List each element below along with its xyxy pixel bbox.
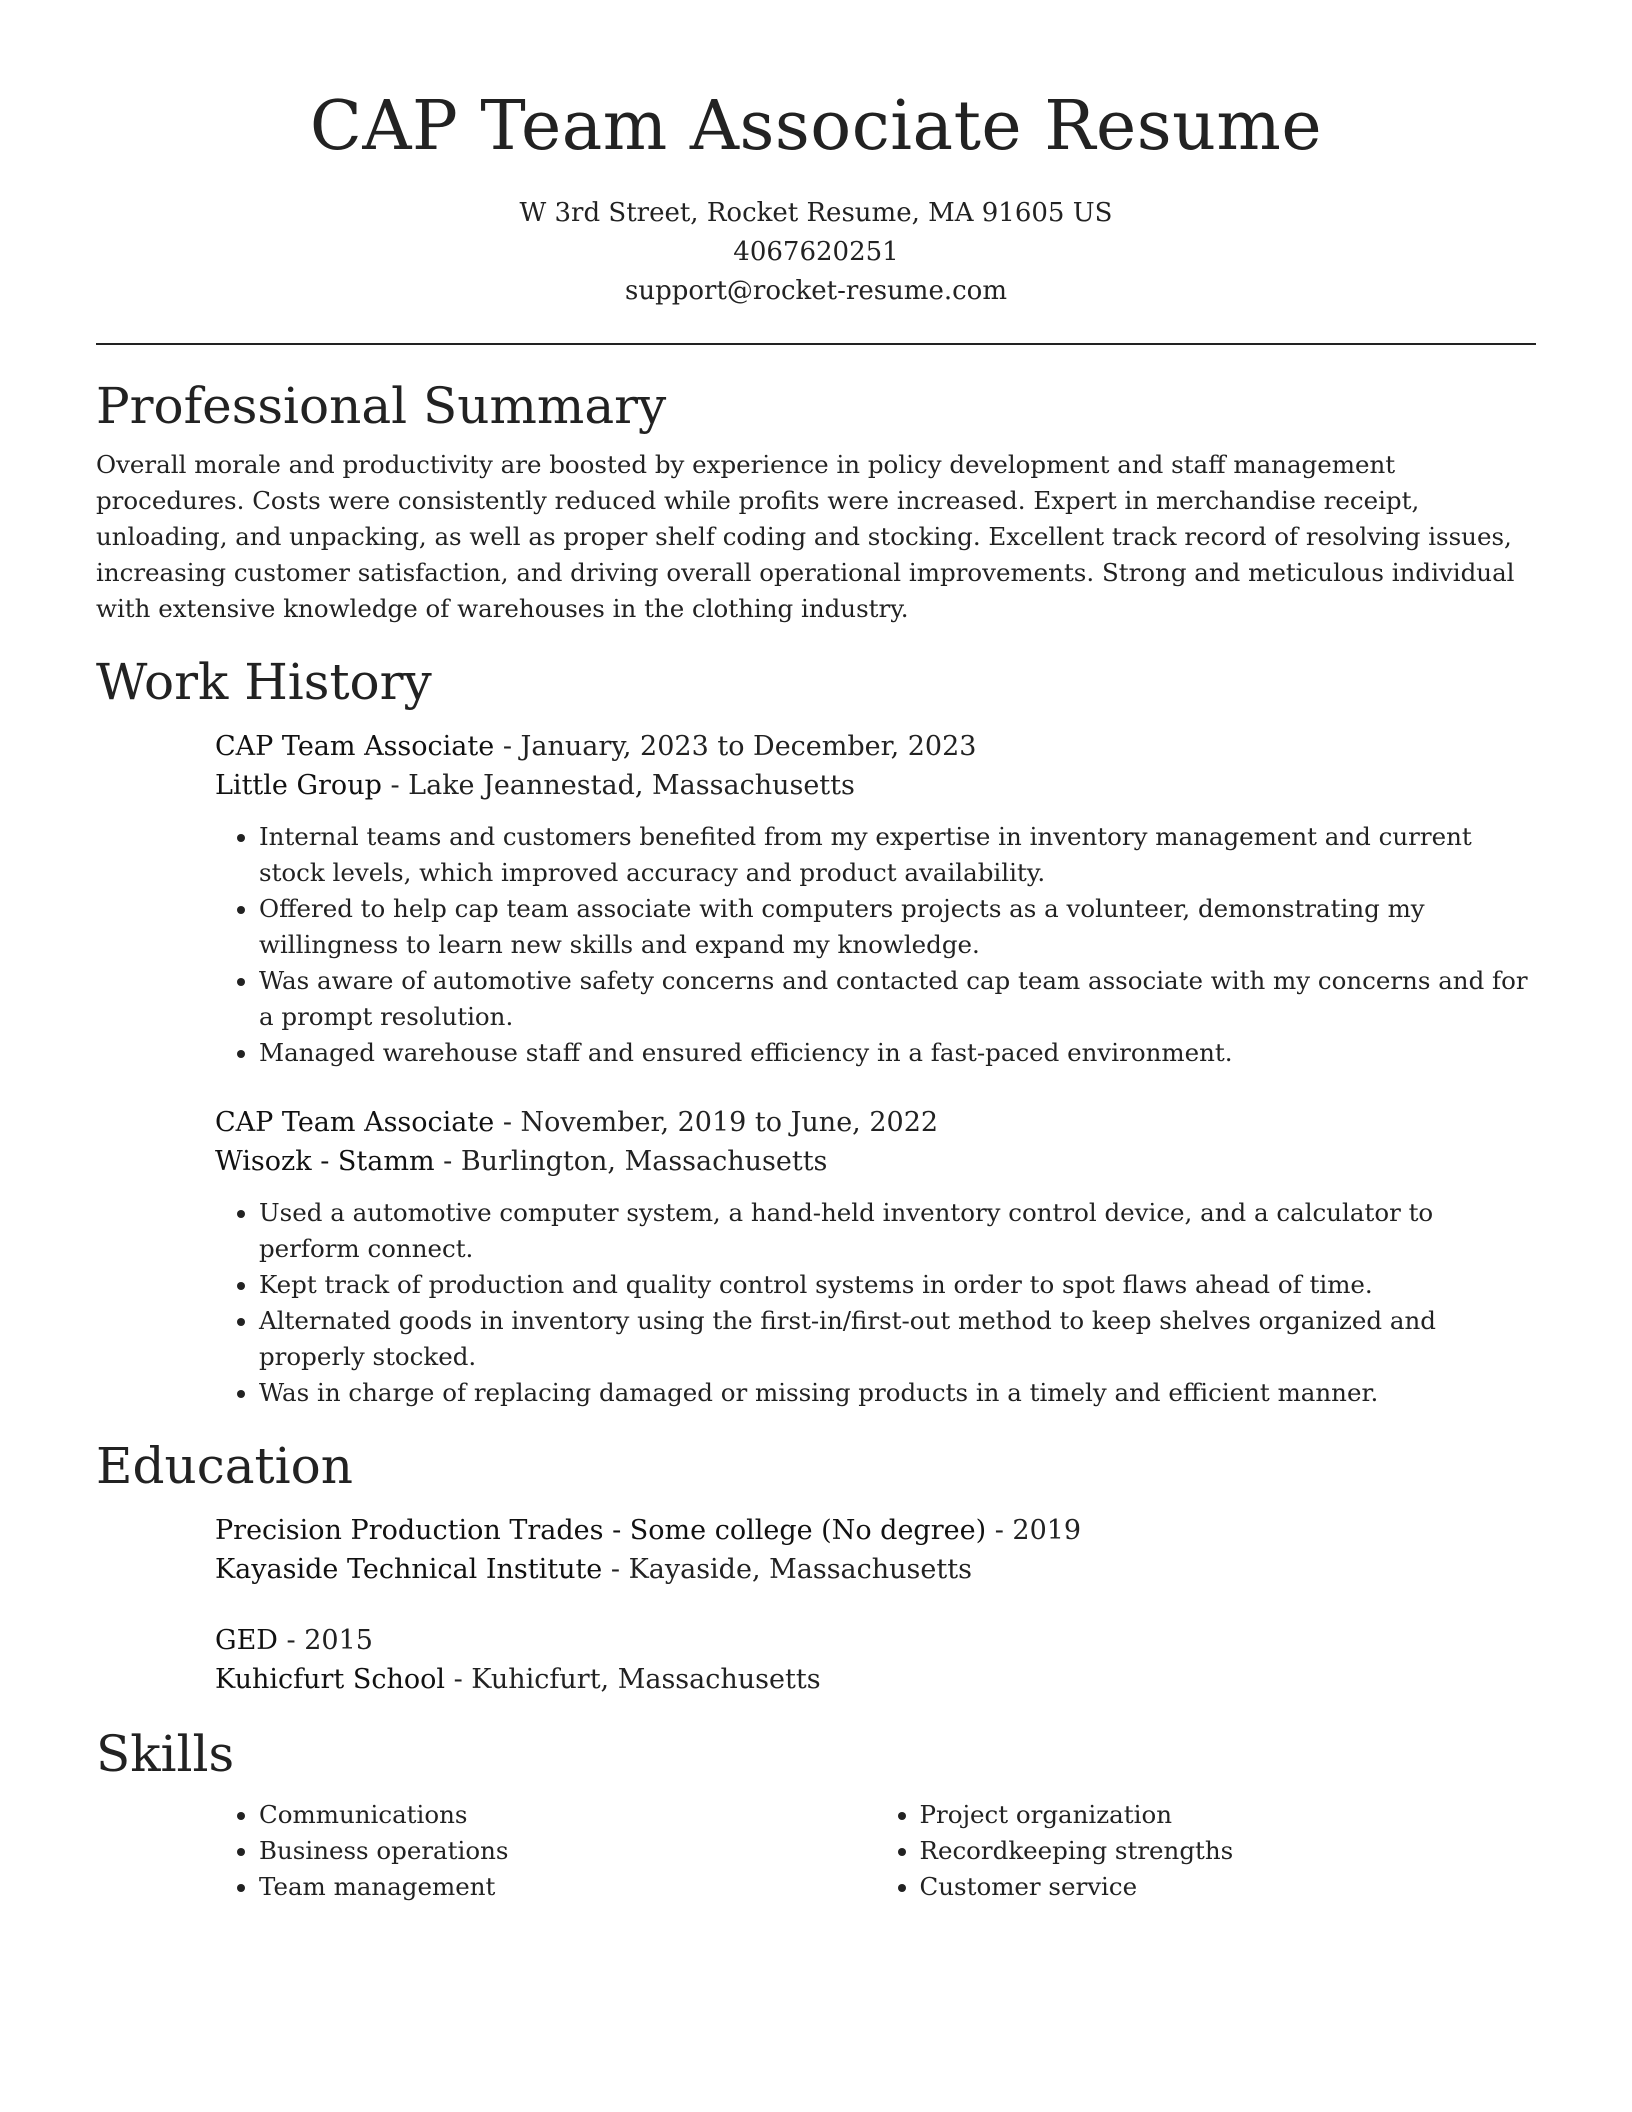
- skill-item: • Team management: [259, 1869, 876, 1905]
- education-school-line: [215, 1660, 1536, 1699]
- job-bullets: [215, 819, 1536, 1071]
- education-location: - Kayaside, Massachusetts: [602, 1554, 972, 1585]
- education-school: Kayaside Technical Institute: [215, 1554, 603, 1585]
- skills-heading: Skills: [96, 1725, 235, 1783]
- skills-grid: [215, 1797, 1536, 1905]
- education-degree: Precision Production Trades - Some college (No degree): [215, 1515, 987, 1546]
- skill-item: • Customer service: [920, 1869, 1537, 1905]
- address: W 3rd Street, Rocket Resume, MA 91605 US: [519, 198, 1113, 228]
- email: support@rocket-resume.com: [624, 276, 1007, 306]
- job-company: Little Group: [215, 770, 382, 801]
- skill-item: • Business operations: [259, 1833, 876, 1869]
- list-item: • Was in charge of replacing damaged or missing products in a timely and efficient manner.: [259, 1375, 1536, 1411]
- education-entry: [215, 1511, 1536, 1589]
- job-company-line: [215, 1142, 1536, 1181]
- education-school: Kuhicfurt School: [215, 1664, 445, 1695]
- job-dates: - January, 2023 to December, 2023: [494, 731, 977, 762]
- list-item: • Managed warehouse staff and ensured efficiency in a fast-paced environment.: [259, 1035, 1536, 1071]
- education-section: [96, 1435, 1536, 1699]
- summary-text: Overall morale and productivity are boosted by experience in policy development and staff management procedures. Costs were consistently reduced while profits were increased. Expert in merchandise receipt, unloading, and unpacking, as well as proper shelf coding and stocking. Excellent track record of resolving issues, increasing customer satisfaction, and driving overall operational improvements. Strong and meticulous individual with extensive knowledge of warehouses in the clothing industry.: [96, 450, 1515, 623]
- job-company: Wisozk - Stamm: [215, 1146, 435, 1177]
- job-bullets: [215, 1195, 1536, 1411]
- skill-item: • Project organization: [920, 1797, 1537, 1833]
- education-year: - 2015: [277, 1625, 373, 1656]
- work-heading: Work History: [96, 653, 432, 711]
- job-role: CAP Team Associate: [215, 731, 495, 762]
- skills-section: [96, 1723, 1536, 1905]
- resume-page: [96, 0, 1536, 1905]
- skills-column-left: [215, 1797, 876, 1905]
- job-location: - Burlington, Massachusetts: [434, 1146, 828, 1177]
- education-degree: GED: [215, 1625, 278, 1656]
- job-entry: [215, 727, 1536, 1071]
- education-heading: Education: [96, 1437, 353, 1495]
- education-entry: [215, 1621, 1536, 1699]
- work-section: [96, 651, 1536, 1411]
- list-item: • Alternated goods in inventory using the first-in/first-out method to keep shelves organized and properly stocked.: [259, 1303, 1536, 1375]
- education-degree-line: [215, 1621, 1536, 1660]
- job-role: CAP Team Associate: [215, 1107, 495, 1138]
- job-title-line: [215, 727, 1536, 766]
- list-item: • Was aware of automotive safety concerns and contacted cap team associate with my concerns and for a prompt resolution.: [259, 963, 1536, 1035]
- skills-column-right: [876, 1797, 1537, 1905]
- education-location: - Kuhicfurt, Massachusetts: [445, 1664, 821, 1695]
- list-item: • Used a automotive computer system, a hand-held inventory control device, and a calculator to perform connect.: [259, 1195, 1536, 1267]
- skill-item: • Communications: [259, 1797, 876, 1833]
- summary-section: [96, 375, 1536, 627]
- job-entry: [215, 1103, 1536, 1411]
- job-company-line: [215, 766, 1536, 805]
- list-item: • Kept track of production and quality control systems in order to spot flaws ahead of time.: [259, 1267, 1536, 1303]
- phone: 4067620251: [733, 237, 899, 267]
- education-school-line: [215, 1550, 1536, 1589]
- header-divider: [96, 343, 1536, 345]
- job-title-line: [215, 1103, 1536, 1142]
- summary-heading: Professional Summary: [96, 377, 667, 435]
- list-item: • Offered to help cap team associate with computers projects as a volunteer, demonstrating my willingness to learn new skills and expand my knowledge.: [259, 891, 1536, 963]
- education-year: - 2019: [986, 1515, 1082, 1546]
- list-item: • Internal teams and customers benefited from my expertise in inventory management and current stock levels, which improved accuracy and product availability.: [259, 819, 1536, 891]
- job-dates: - November, 2019 to June, 2022: [494, 1107, 939, 1138]
- skill-item: • Recordkeeping strengths: [920, 1833, 1537, 1869]
- resume-title: CAP Team Associate Resume: [309, 87, 1323, 166]
- contact-block: [96, 194, 1536, 311]
- education-degree-line: [215, 1511, 1536, 1550]
- job-location: - Lake Jeannestad, Massachusetts: [381, 770, 855, 801]
- resume-header: [96, 0, 1536, 311]
